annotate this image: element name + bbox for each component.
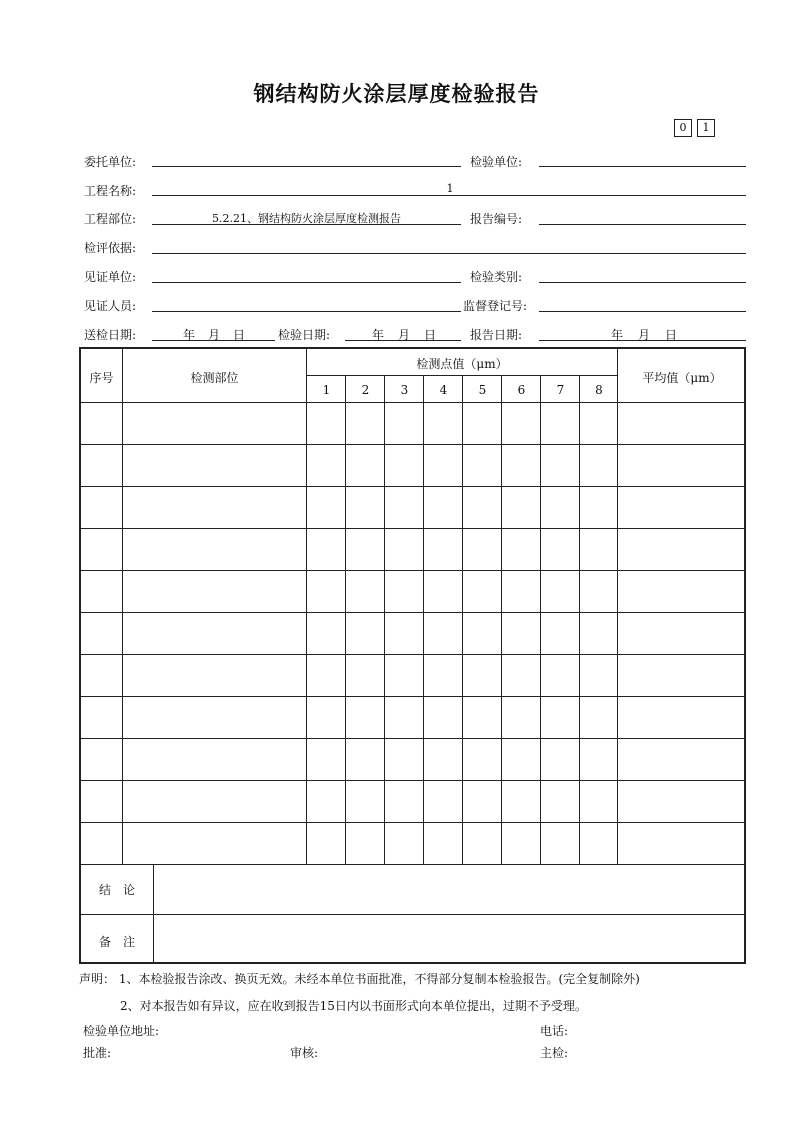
row-divider <box>81 696 744 697</box>
witness-person-label: 见证人员: <box>84 299 137 313</box>
approve-label: 批准: <box>83 1046 112 1060</box>
col-header-points: 检测点值（μm） <box>416 357 508 371</box>
row-divider <box>81 612 744 613</box>
statement-note-1: 声明： 1、本检验报告涂改、换页无效。未经本单位书面批准，不得部分复制本检验报告。(完全复制除外) <box>79 972 640 986</box>
col-divider <box>122 349 123 864</box>
witness-unit-label: 见证单位: <box>84 270 137 284</box>
col-point-8: 8 <box>595 383 603 397</box>
col-point-1: 1 <box>322 383 331 397</box>
measurement-table <box>79 347 746 964</box>
col-point-6: 6 <box>517 383 526 397</box>
row-divider <box>81 738 744 739</box>
report-date-label: 报告日期: <box>470 328 523 342</box>
col-header-avg: 平均值（μm） <box>642 371 722 385</box>
col-point-7: 7 <box>556 383 565 397</box>
col-point-2: 2 <box>361 383 370 397</box>
code-digit-box: 0 <box>674 119 692 137</box>
phone-label: 电话: <box>540 1024 569 1038</box>
submit-date-parts <box>183 326 245 343</box>
col-point-4: 4 <box>439 383 448 397</box>
client-label: 委托单位: <box>84 155 137 169</box>
col-divider <box>540 375 541 864</box>
row-divider <box>81 914 744 915</box>
col-divider <box>306 349 307 864</box>
col-divider <box>579 375 580 864</box>
year-label: 年 <box>183 328 196 342</box>
day-label: 日 <box>233 328 246 342</box>
row-divider <box>81 822 744 823</box>
col-divider <box>345 375 346 864</box>
col-divider <box>384 375 385 864</box>
project-name-label: 工程名称: <box>84 184 137 198</box>
col-divider <box>501 375 502 864</box>
col-point-3: 3 <box>400 383 409 397</box>
row-divider <box>81 780 744 781</box>
inspect-date-parts <box>372 326 436 343</box>
inspect-unit-label: 检验单位: <box>470 155 523 169</box>
inspect-type-field[interactable] <box>539 282 746 283</box>
statement-note-2: 2、对本报告如有异议，应在收到报告15日内以书面形式向本单位提出，过期不予受理。 <box>120 999 587 1013</box>
project-name-field[interactable] <box>152 195 746 196</box>
address-label: 检验单位地址: <box>83 1024 160 1038</box>
row-divider <box>81 444 744 445</box>
remark-label: 备 注 <box>98 935 135 949</box>
col-divider <box>617 349 618 864</box>
report-no-field[interactable] <box>539 224 746 225</box>
conclusion-label: 结 论 <box>98 883 135 897</box>
witness-person-field[interactable] <box>152 311 461 312</box>
basis-field[interactable] <box>152 253 746 254</box>
row-divider <box>81 654 744 655</box>
day-label: 日 <box>424 328 437 342</box>
inspect-date-label: 检验日期: <box>278 328 331 342</box>
year-label: 年 <box>611 328 624 342</box>
row-divider <box>81 486 744 487</box>
inspect-unit-field[interactable] <box>539 166 746 167</box>
col-divider <box>423 375 424 864</box>
basis-label: 检评依据: <box>84 241 137 255</box>
review-label: 审核: <box>290 1046 319 1060</box>
day-label: 日 <box>665 328 678 342</box>
supervision-no-field[interactable] <box>539 311 746 312</box>
row-divider <box>81 402 744 403</box>
col-header-no: 序号 <box>89 371 114 385</box>
report-title: 钢结构防火涂层厚度检验报告 <box>253 82 540 106</box>
row-divider <box>81 570 744 571</box>
col-divider <box>153 864 154 964</box>
month-label: 月 <box>208 328 221 342</box>
chief-inspector-label: 主检: <box>540 1046 569 1060</box>
month-label: 月 <box>398 328 411 342</box>
project-name-value: 1 <box>446 182 454 195</box>
witness-unit-field[interactable] <box>152 282 461 283</box>
report-no-label: 报告编号: <box>470 212 523 226</box>
row-divider <box>81 528 744 529</box>
code-digit-box: 1 <box>697 119 715 137</box>
year-label: 年 <box>372 328 385 342</box>
col-divider <box>462 375 463 864</box>
inspect-type-label: 检验类别: <box>470 270 523 284</box>
supervision-no-label: 监督登记号: <box>463 299 528 313</box>
report-date-parts <box>611 326 677 343</box>
submit-date-label: 送检日期: <box>84 328 137 342</box>
client-field[interactable] <box>152 166 461 167</box>
month-label: 月 <box>638 328 651 342</box>
row-divider <box>81 864 744 865</box>
col-header-part: 检测部位 <box>190 371 239 385</box>
project-part-value: 5.2.21、钢结构防火涂层厚度检测报告 <box>212 212 401 225</box>
project-part-label: 工程部位: <box>84 212 137 226</box>
col-point-5: 5 <box>478 383 487 397</box>
